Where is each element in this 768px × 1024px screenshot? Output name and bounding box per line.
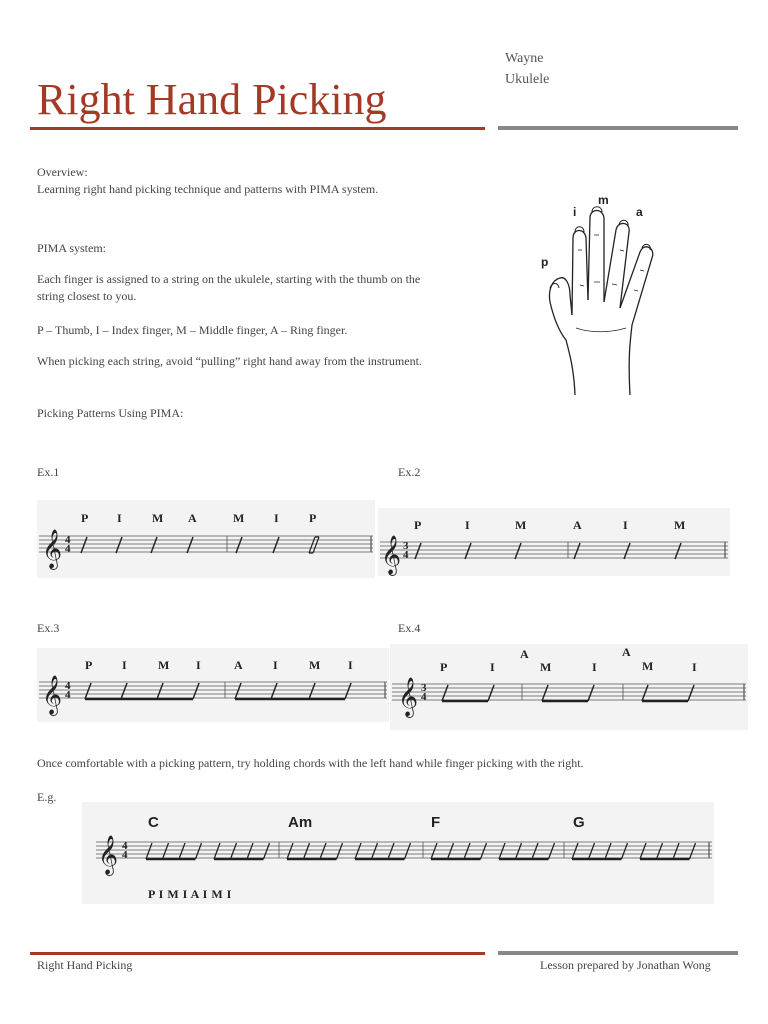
pima-para2: P – Thumb, I – Index finger, M – Middle finger, A – Ring finger. [37, 323, 348, 337]
chord-slash-note [179, 843, 185, 859]
ex3-time-top: 4 [65, 680, 71, 692]
hand-letter-m: m [598, 193, 609, 207]
ex3-finger-8: I [348, 658, 353, 672]
footer-right: Lesson prepared by Jonathan Wong [540, 958, 711, 972]
chords-instruction: Once comfortable with a picking pattern, try holding chords with the left hand while finger picking with the right. [37, 756, 584, 770]
chord-slash-note [214, 843, 220, 859]
page-title: Right Hand Picking [37, 75, 387, 124]
ex2-finger-5: I [623, 518, 628, 532]
chord-slash-note [499, 843, 505, 859]
ex2-finger-6: M [674, 518, 686, 532]
ex4-treble-clef: 𝄞 [398, 677, 419, 717]
ex4-time-bottom: 4 [421, 691, 427, 703]
ex2-treble-clef: 𝄞 [381, 535, 402, 575]
chord-slash-note [264, 843, 270, 859]
chord-slash-note [690, 843, 696, 859]
hand-letter-a: a [636, 205, 643, 219]
chord-slash-note [605, 843, 611, 859]
ex1-finger-3: M [152, 511, 164, 525]
chord-c: C [148, 814, 159, 831]
author-subject: Ukulele [505, 72, 550, 87]
ex1-treble-clef: 𝄞 [42, 529, 63, 569]
chord-am: Am [288, 814, 313, 831]
chord-slash-note [405, 843, 411, 859]
chord-staff [82, 802, 714, 904]
overview-text: Learning right hand picking technique and patterns with PIMA system. [37, 182, 379, 196]
footer-left: Right Hand Picking [37, 958, 133, 972]
ex4-finger-5: M [642, 659, 654, 673]
ex1-finger-7: P [309, 511, 317, 525]
chord-slash-note [464, 843, 470, 859]
ex3-time-bottom: 4 [65, 689, 71, 701]
pima-heading: PIMA system: [37, 241, 107, 255]
patterns-heading: Picking Patterns Using PIMA: [37, 406, 184, 420]
ex4-upper-1: A [520, 647, 529, 661]
ex4-label: Ex.4 [398, 621, 421, 635]
ex3-finger-3: M [158, 658, 170, 672]
chord-slash-note [673, 843, 679, 859]
hand-letter-i: i [573, 205, 577, 219]
chord-slash-note [247, 843, 253, 859]
ex3-label: Ex.3 [37, 621, 60, 635]
ex4-finger-4: I [592, 660, 597, 674]
ex2-finger-3: M [515, 518, 527, 532]
chord-f: F [431, 814, 441, 831]
chord-slash-note [355, 843, 361, 859]
pima-para3: When picking each string, avoid “pulling” right hand away from the instrument. [37, 354, 422, 368]
eg-label: E.g. [37, 790, 57, 804]
chord-slash-note [146, 843, 152, 859]
ex3-treble-clef: 𝄞 [42, 675, 63, 715]
chord-slash-note [431, 843, 437, 859]
chord-slash-note [572, 843, 578, 859]
header-rule-gray [498, 126, 738, 130]
ex1-time-top: 4 [65, 534, 71, 546]
ex4-finger-2: I [490, 660, 495, 674]
ex4-staff [390, 644, 748, 730]
ex1-label: Ex.1 [37, 465, 60, 479]
ex1-finger-2: I [117, 511, 122, 525]
ex4-finger-3: M [540, 660, 552, 674]
chord-slash-note [481, 843, 487, 859]
chord-slash-note [622, 843, 628, 859]
chord-slash-note [304, 843, 310, 859]
ex3-finger-5: A [234, 658, 243, 672]
ex1-finger-1: P [81, 511, 89, 525]
chord-slash-note [549, 843, 555, 859]
pima-para1-line2: string closest to you. [37, 289, 137, 303]
ex2-finger-4: A [573, 518, 582, 532]
ex1-finger-4: A [188, 511, 197, 525]
chord-treble-clef: 𝄞 [98, 835, 119, 875]
chord-slash-note [657, 843, 663, 859]
overview-heading: Overview: [37, 165, 88, 179]
ex2-staff [378, 508, 730, 576]
chord-slash-note [640, 843, 646, 859]
chord-slash-note [589, 843, 595, 859]
hand-letter-p: p [541, 255, 549, 269]
ex3-finger-7: M [309, 658, 321, 672]
chord-time-top: 4 [122, 840, 128, 852]
chord-slash-note [231, 843, 237, 859]
chord-slash-note [516, 843, 522, 859]
ex2-time-bottom: 4 [403, 549, 409, 561]
ex1-finger-5: M [233, 511, 245, 525]
header-rule-red [30, 127, 485, 130]
ex4-finger-6: I [692, 660, 697, 674]
chord-slash-note [163, 843, 169, 859]
ex2-time-top: 3 [403, 540, 409, 552]
chord-slash-note [532, 843, 538, 859]
ex4-time-top: 3 [421, 682, 427, 694]
chord-slash-note [372, 843, 378, 859]
chord-slash-note [287, 843, 293, 859]
chord-slash-note [448, 843, 454, 859]
chord-slash-note [388, 843, 394, 859]
chord-fingering: P I M I A I M I [148, 887, 232, 901]
ex1-time-bottom: 4 [65, 543, 71, 555]
ex4-upper-2: A [622, 645, 631, 659]
ex2-finger-2: I [465, 518, 470, 532]
ex3-finger-4: I [196, 658, 201, 672]
chord-slash-note [320, 843, 326, 859]
ex4-finger-1: P [440, 660, 448, 674]
chord-g: G [573, 814, 585, 831]
ex3-staff [37, 648, 389, 722]
ex1-staff [37, 500, 375, 578]
pima-para1-line1: Each finger is assigned to a string on the ukulele, starting with the thumb on the [37, 272, 421, 286]
ex3-finger-6: I [273, 658, 278, 672]
chord-time-bottom: 4 [122, 849, 128, 861]
hand-illustration [530, 190, 670, 400]
author-name: Wayne [505, 51, 544, 66]
chord-slash-note [337, 843, 343, 859]
ex1-finger-6: I [274, 511, 279, 525]
chord-slash-note [196, 843, 202, 859]
ex2-finger-1: P [414, 518, 422, 532]
ex3-finger-2: I [122, 658, 127, 672]
ex2-label: Ex.2 [398, 465, 421, 479]
footer-rule-red [30, 952, 485, 955]
ex3-finger-1: P [85, 658, 93, 672]
footer-rule-gray [498, 951, 738, 955]
